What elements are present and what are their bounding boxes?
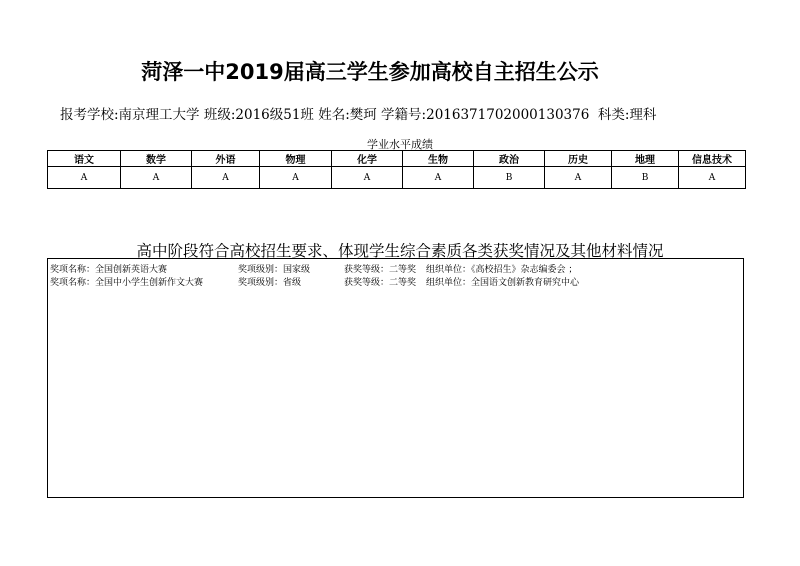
grades-table — [47, 150, 746, 189]
subject-header: 数学 — [121, 151, 192, 167]
grade-cell: A — [121, 167, 192, 189]
page-title: 菏泽一中2019届高三学生参加高校自主招生公示 — [141, 60, 599, 84]
subject-header: 政治 — [474, 151, 545, 167]
grade-cell: A — [260, 167, 332, 189]
grade-cell: A — [48, 167, 121, 189]
grades-value-row — [48, 167, 746, 189]
subject-header: 信息技术 — [679, 151, 746, 167]
award-name: 奖项名称：全国中小学生创新作文大赛 — [50, 278, 204, 288]
subject-header: 外语 — [192, 151, 260, 167]
subject-header: 历史 — [545, 151, 612, 167]
subject-header: 生物 — [403, 151, 474, 167]
subject-header: 化学 — [332, 151, 403, 167]
grade-cell: A — [332, 167, 403, 189]
student-info-line: 报考学校:南京理工大学 班级:2016级51班 姓名:樊珂 学籍号:2016371702000130376 科类:理科 — [60, 107, 657, 123]
award-organizer: 组织单位：全国语文创新教育研究中心 — [426, 278, 580, 288]
grade-cell: B — [612, 167, 679, 189]
award-grade: 获奖等级：二等奖 — [344, 278, 417, 288]
grade-cell: A — [679, 167, 746, 189]
award-name: 奖项名称：全国创新英语大赛 — [50, 265, 168, 275]
grades-caption: 学业水平成绩 — [367, 138, 433, 151]
grade-cell: A — [403, 167, 474, 189]
awards-section-title: 高中阶段符合高校招生要求、体现学生综合素质各类获奖情况及其他材料情况 — [136, 242, 664, 260]
subject-header: 语文 — [48, 151, 121, 167]
grade-cell: A — [545, 167, 612, 189]
award-level: 奖项级别：国家级 — [238, 265, 311, 275]
awards-box — [47, 258, 744, 498]
subject-header: 地理 — [612, 151, 679, 167]
award-grade: 获奖等级：二等奖 — [344, 265, 417, 275]
grade-cell: A — [192, 167, 260, 189]
award-level: 奖项级别：省级 — [238, 278, 302, 288]
grades-header-row — [48, 151, 746, 167]
subject-header: 物理 — [260, 151, 332, 167]
award-organizer: 组织单位：《高校招生》杂志编委会 ； — [426, 265, 578, 275]
grade-cell: B — [474, 167, 545, 189]
